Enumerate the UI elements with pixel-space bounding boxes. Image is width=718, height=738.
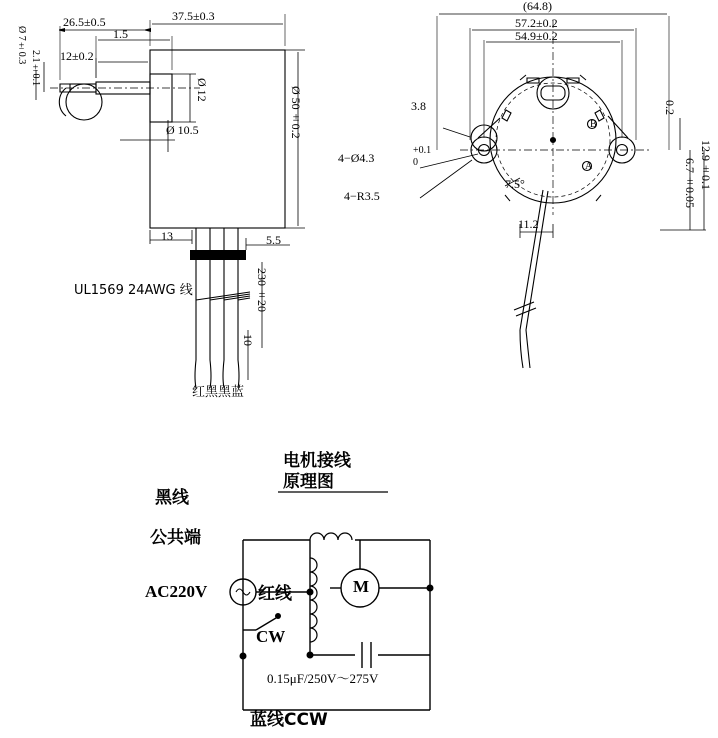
dim-1-5: 1.5 bbox=[113, 27, 128, 41]
blue-wire-ccw-label: 蓝线CCW bbox=[250, 710, 328, 730]
wire-color-label: 红黑黑蓝 bbox=[192, 385, 245, 400]
dim-12-shaft: Ø 12 bbox=[195, 78, 209, 102]
wire-spec-note: UL1569 24AWG 线 bbox=[74, 283, 193, 298]
common-terminal-label: 公共端 bbox=[150, 528, 201, 548]
dim-3-8: 3.8 bbox=[411, 99, 426, 113]
dim-10-5: Ø 10.5 bbox=[166, 123, 199, 137]
dim-hole-4-3: 4−Ø4.3 bbox=[338, 151, 375, 165]
dim-7-3: Ø 7±0.3 bbox=[16, 26, 27, 65]
dim-13: 13 bbox=[161, 229, 173, 243]
schematic-title-line2: 原理图 bbox=[283, 472, 334, 492]
dim-57-2: 57.2±0.2 bbox=[515, 16, 558, 30]
capacitor-label: 0.15μF/250V～275V bbox=[267, 671, 379, 686]
dim-hole-tol2: 0 bbox=[413, 157, 418, 168]
mark-a-label: A bbox=[585, 161, 593, 172]
dim-11-2: 11.2 bbox=[518, 217, 539, 231]
dim-5-5: 5.5 bbox=[266, 233, 281, 247]
mark-b-label: B bbox=[590, 119, 597, 130]
dim-10: 10 bbox=[241, 334, 255, 346]
dim-0-2: 0.2 bbox=[663, 100, 677, 115]
dim-r3-5: 4−R3.5 bbox=[344, 189, 380, 203]
dim-54-9: 54.9±0.2 bbox=[515, 29, 558, 43]
dim-37-5: 37.5±0.3 bbox=[172, 9, 215, 23]
red-wire-label: 红线 bbox=[258, 584, 292, 604]
motor-symbol-label: M bbox=[353, 577, 370, 596]
schematic-title-line1: 电机接线 bbox=[283, 451, 351, 471]
black-wire-label: 黑线 bbox=[155, 488, 189, 508]
dim-2-1: 2.1±0.1 bbox=[30, 50, 41, 86]
dim-7-5-deg: 7.5° bbox=[505, 177, 525, 191]
cw-label: CW bbox=[256, 627, 286, 646]
dim-26-5: 26.5±0.5 bbox=[63, 15, 106, 29]
dim-hole-tol: +0.1 bbox=[413, 145, 432, 156]
dim-12-9: 12.9±0.1 bbox=[699, 140, 713, 190]
ac-source-label: AC220V bbox=[145, 582, 208, 601]
dim-230: 230±20 bbox=[255, 268, 269, 312]
dim-64-8: (64.8) bbox=[523, 0, 552, 13]
dim-12: 12±0.2 bbox=[60, 49, 94, 63]
dim-6-7: 6.7±0.05 bbox=[683, 158, 697, 208]
dim-50: Ø 50±0.2 bbox=[289, 86, 303, 139]
